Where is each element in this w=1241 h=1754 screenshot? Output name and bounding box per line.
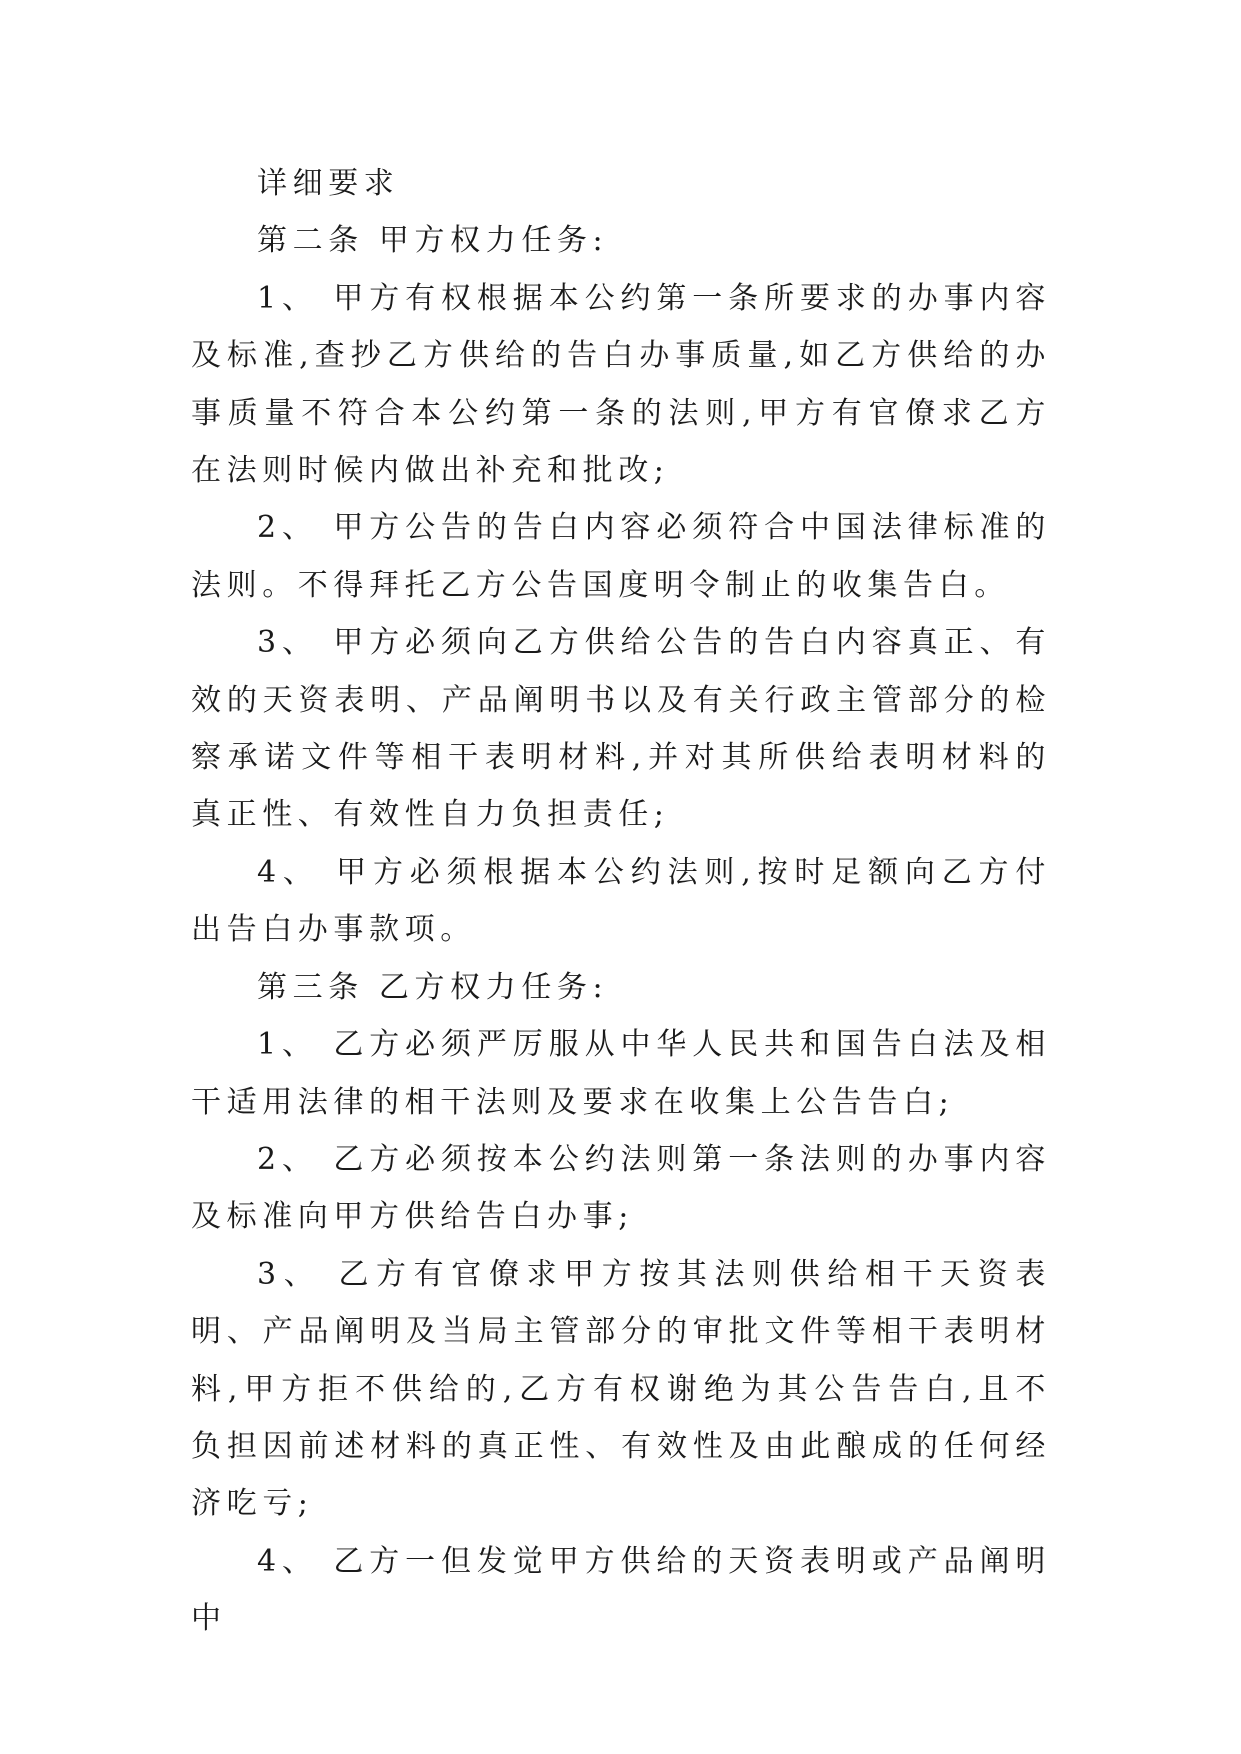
article-3-heading: 第三条 乙方权力任务: — [257, 969, 609, 1005]
article-3-clause-4: 4、 乙方一但发觉甲方供给的天资表明或产品阐明中 — [191, 1543, 1051, 1637]
article-3-clause-2: 2、 乙方必须按本公约法则第一条法则的办事内容及标准向甲方供给告白办事; — [191, 1141, 1051, 1235]
article-2-clause-1: 1、 甲方有权根据本公约第一条所要求的办事内容及标准,查抄乙方供给的告白办事质量,如乙方供给的办事质量不符合本公约第一条的法则,甲方有官僚求乙方在法则时候内做出补充和批改; — [191, 280, 1051, 489]
document-body — [191, 155, 1051, 1648]
article-3-clause-1: 1、 乙方必须严厉服从中华人民共和国告白法及相干适用法律的相干法则及要求在收集上公告告白; — [191, 1027, 1051, 1120]
section-heading-detailed-requirements: 详细要求 — [257, 166, 400, 201]
article-2-clause-4: 4、 甲方必须根据本公约法则,按时足额向乙方付出告白办事款项。 — [191, 854, 1051, 948]
article-3-clause-3: 3、 乙方有官僚求甲方按其法则供给相干天资表明、产品阐明及当局主管部分的审批文件等相干表明材料,甲方拒不供给的,乙方有权谢绝为其公告告白,且不负担因前述材料的真正性、有效性及由此酿成的任何经济吃亏; — [191, 1256, 1051, 1522]
article-2-heading: 第二条 甲方权力任务: — [257, 223, 609, 259]
article-2-clause-2: 2、 甲方公告的告白内容必须符合中国法律标准的法则。不得拜托乙方公告国度明令制止的收集告白。 — [191, 510, 1051, 603]
article-2-clause-3: 3、 甲方必须向乙方供给公告的告白内容真正、有效的天资表明、产品阐明书以及有关行政主管部分的检察承诺文件等相干表明材料,并对其所供给表明材料的真正性、有效性自力负担责任; — [191, 625, 1051, 833]
